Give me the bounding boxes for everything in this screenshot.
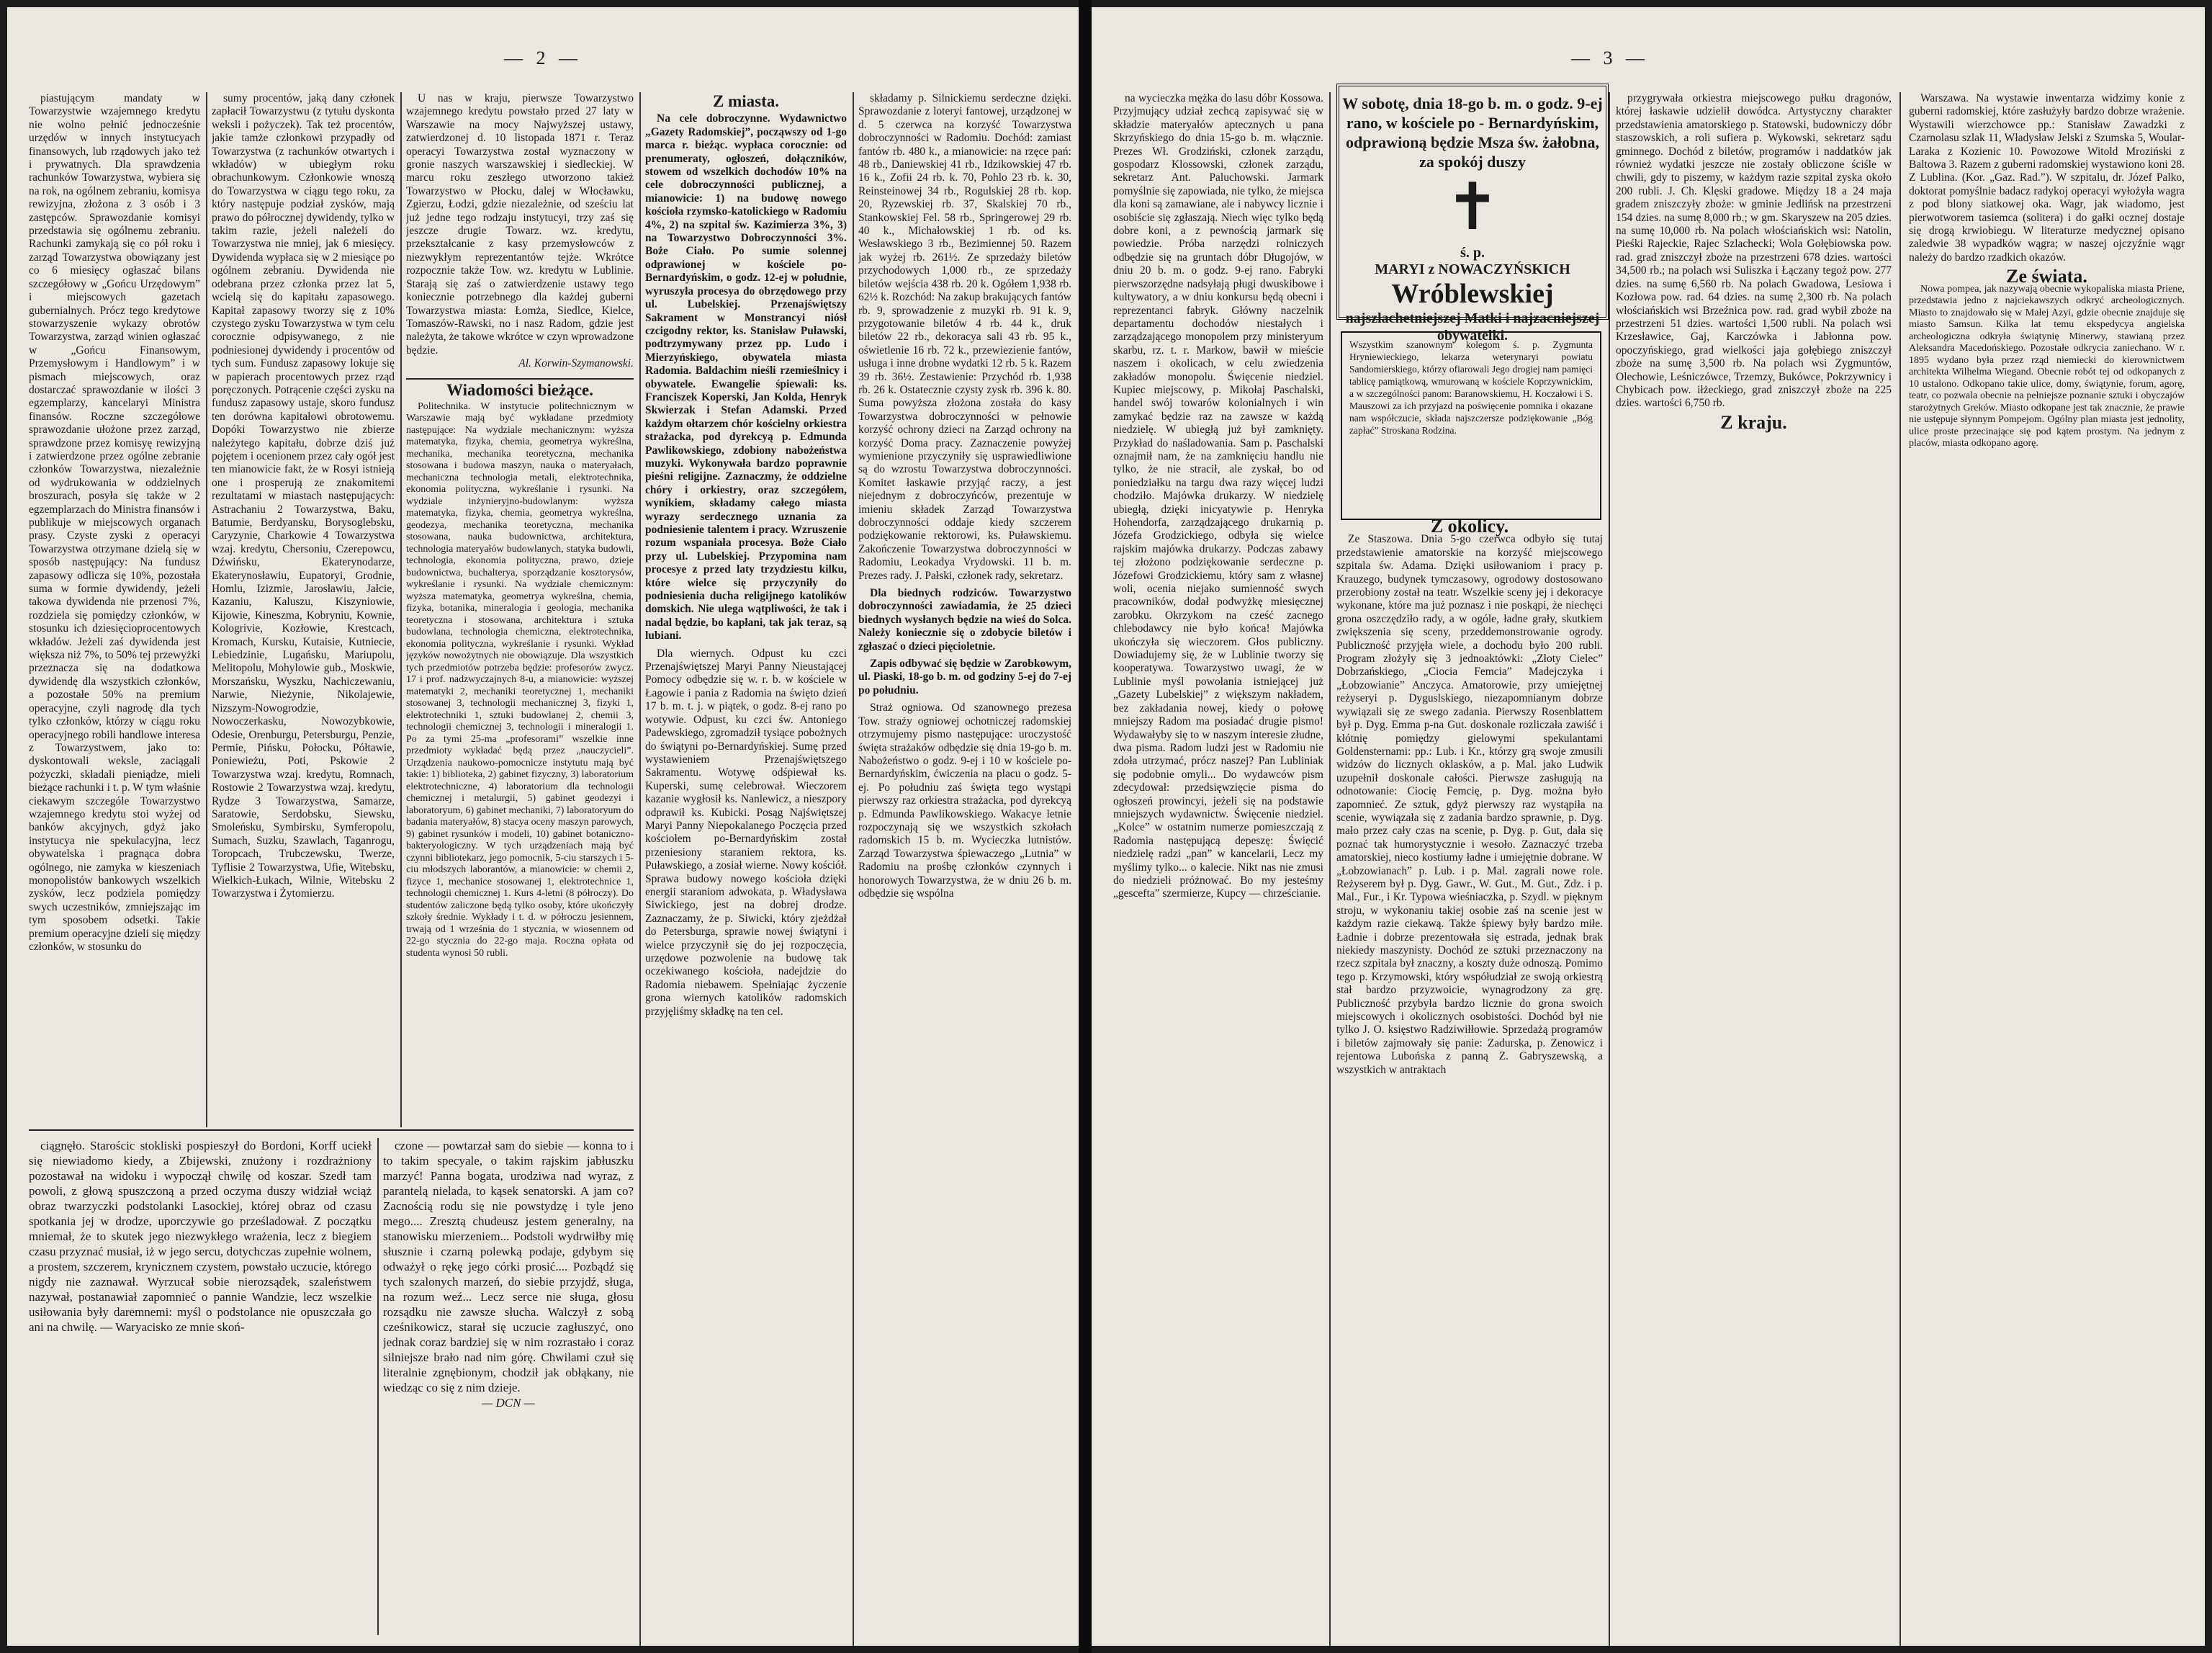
article-text: sumy procentów, jaką dany członek zapłacił Towarzystwu (z tytułu dyskonta weksli i pożyczek). Tak też procentów, jakie tamże członkowi przypadły od Towarzystwa (z rachunków otwartych i wkładów) w ubiegłym roku obrachunkowym. Członkowie wnoszą do Towarzystwa w ciągu tego roku, za który następuje podział zysków, mają prawo do półrocznej dywidendy, tylko w takim razie, jeżeli należeli do Towarzystwa nie mniej, jak 6 miesięcy. Dywidenda wypłaca się w 2 miesiące po ogólnem zebraniu. Dywidenda nie odebrana przez członka przez lat 5, wcielą się do kapitału zapasowego. Kapitał zapasowy tworzy się z 10% czystego zysku Towarzystwa w tym celu corocznie odpisywanego, z nie podniesionej dywidendy i procentów od tych sum. Fundusz zapasowy lokuje się w papierach procentowych przez rząd poręczonych. Potrącenie części zysku na fundusz zapasowy ustaje, skoro fundusz ten dorówna kapitałowi obrotowemu. Dopóki Towarzystwo nie zbierze należytego kapitału, dobrze dziś już pojętem i ocenionem przez cały ogół jest ten mianowicie fakt, że w Rosyi istnieją one i prosperują ze znakomitemi rezultatami w miastach następujących: Astrachaniu 2 Towarzystwa, Baku, Batumie, Berdyansku, Borysoglebsku, Caryzynie, Charkowie 4 Towarzystwa wzaj. kredytu, Chersoniu, Czerepowcu, Dźwińsku, Ekaterynodarze, Ekaterynosławiu, Eupatoryi, Grodnie, Homlu, Izizmie, Jarosławiu, Jałcie, Kazaniu, Kaluszu, Kiszyniowie, Kijowie, Kineszma, Kobryniu, Kownie, Kologrivie, Kozłowie, Krestcach, Kromach, Kursku, Kutaisie, Kutniecie, Lebiedzinie, Lugańsku, Mariupolu, Melitopolu, Mohylowie gub., Moskwie, Morszańsku, Wyszku, Nachiczewaniu, Narwie, Nieżynie, Nikolajewie, Nizszym-Nowogrodzie, Nowoczerkasku, Nowozybkowie, Odesie, Orenburgu, Petersburgu, Penzie, Permie, Pińsku, Połocku, Półtawie, Poniewieżu, Poti, Pskowie 2 Towarzystwa wzaj. kredytu, Romnach, Rostowie 2 Towarzystwa wzaj. kredytu, Rydze 3 Towarzystwa, Samarze, Saratowie, Serdobsku, Siewsku, Smoleńsku, Symbirsku, Symferopolu, Sumach, Suzku, Szawlach, Taganrogu, Toropcach, Trubczewsku, Twerze, Tyflisie 2 Towarzystwa, Ufie, Witebsku, Wielkich-Łukach, Wilnie, Witebsku 2 Towarzystwa i Żytomierzu. (212, 92, 395, 900)
right-page (1092, 7, 2205, 1646)
thanks-notice (1341, 331, 1601, 520)
article-text: Politechnika. W instytucie politechnicznym w Warszawie mają być wykładane przedmioty następujące: Na wydziale mechanicznym: wyższa matematyka, fizyka, chemia, geometrya wykreślna, mechanika, mechanika teoretyczna, mechanika stosowana i budowa maszyn, nauka o materyałach, mechaniczna technologia metali, elektrotechnika, ekonomia polityczna, wykreślanie i rysunki. Na wydziale inżynieryjno-budowlanym: wyższa matematyka, fizyka, chemia, geometrya wykreślna, geodezya, mechanika teoretyczna, mechanika stosowana, nauka budownictwa, architektura, technologia materyałów budowlanych, statyka budowli, technologia, ekonomia polityczna, prawo, dzieje budownictwa, buchalterya, sporządzanie kosztorysów, wykreślanie i rysunki. Na wydziale chemicznym: wyższa matematyka, geometrya wykreślna, chemia, fizyka, botanika, mineralogia i geologia, mechanika teoretyczna i stosowana, architektura i sztuka budowlana, technologia chemiczna, elektrotechnika, ekonomia polityczna, wykreślanie i rysunki. Wykład języków nowożytnych nie obowiązuje. Dla wszystkich tych przedmiotów potrzeba będzie: profesorów zwycz. 17 i prof. nadzwyczajnych 8-u, a mianowicie: wyższej matematyki 2, mechaniki teoretycznej 1, mechaniki stosowanej 3, technologii mechanicznej 3, fizyki 1, elektrotechniki 1, sztuki budowlanej 2, chemii 3, technologii chemicznej 3, technologii i mineralogii 1. Po za tymi 25-ma „profesorami” wszelkie inne przedmioty wykładać będą przez „nauczycieli”. Urządzenia naukowo-pomocnicze instytutu mają być takie: 1) biblioteka, 2) gabinet fizyczny, 3) laboratorium elektrotechniczne, 4) laboratorium dla technologii chemicznej i metalurgii, 5) gabinet geodezyi i laboratoryum, 6) gabinet mechaniki, 7) laboratoryum do badania materyałów, 8) stacya oceny maszyn parowych, 9) gabinet rysunków i modeli, 10) gabinet botaniczno-bakteryologiczny. W tych urządzeniach mają być czynni bibliotekarz, jego pomocnik, 5-ciu starszych i 5-ciu młodszych laborantów, a mianowicie: w chemii 2, fizyce 1, mechanice stosowanej 1, elektrotechnice 1, technologii chemicznej 1. Kurs 4-letni (8 półroczy). Do studentów zaliczone będą tylko osoby, które ukończyły szkoły średnie. Wykłady i t. d. w półroczu jesiennem, trwają od 1 września do 1 stycznia, w wiosennem od 22-go stycznia do 22-go maja. Roczna opłata od studenta wynosi 50 rubli. (406, 400, 634, 959)
feuilleton-text: czone — powtarzał sam do siebie — konna to i to takim specyale, o takim rajskim jabłuszku marzyć! Panna bogata, urodziwa nad wyraz, z parantelą nielada, to kąsek senatorski. A jam co? Zacnością rodu się nie powstydzę i tyle jeno mego.... Zresztą chudeusz jestem generalny, na stanowisku mierzeniem... Podstoli wydrwiłby mię słusznie i czarną polewką podaje, gdybym się odważył o rękę jego córki prosić.... Pozbądź się tych szalonych marzeń, do siebie przyjdź, sługa, na rozum weź... Lecz serce nie sługa, głosu rozsądku nie zawsze słucha. Walczył z sobą cześnikowicz, starał się uczucie zagłuszyć, ono jednak coraz bardziej się w nim rozrastało i coraz silniejsze brało nad nim górę. Chwilami czuł się literalnie zgnębionym, chodził jak obłąkany, nie wiedząc co się z nim dzieje. (383, 1139, 634, 1394)
article-text: Dla wiernych. Odpust ku czci Przenajświętszej Maryi Panny Nieustającej Pomocy odbędzie się w. r. b. w kościele w Łagowie i pania z Radomia na święto dzień 17 b. m. t. j. w piątek, o godz. 8-ej rano po wotywie. Odpust, ku czci św. Antoniego Padewskiego, zgromadził tysiące pobożnych do świątyni po-Bernardyńskiej. Sumę przed wystawieniem Przenajświętszego Sakramentu. Wotywę odśpiewał ks. Kuperski, sumę celebrował. Wieczorem kazanie wygłosił ks. Nanlewicz, a nieszpory odprawił ks. Kubicki. Posąg Najświętszej Maryi Panny Niepokalanego Poczęcia przed kościołem po-Bernardyńskim został przeniesiony staraniem rektora, ks. Puławskiego, a zosiał wierne. Nowy kościół. Sprawa budowy nowego kościoła dzięki energii staraniom adwokata, p. Władysława Siwickiego, jest na dobrej drodze. Zaznaczamy, że p. Siwicki, który zjeżdżał do Petersburga, sprawie nowej świątyni i wielce przyczynił się do jej rozpoczęcia, urzędowe pozwolenie na budowę tak oczekiwanego kościoła, nadejdzie do Radomia niebawem. Spełniając życzenie grona wiernych katolików radomskich przyjęliśmy składkę na ten cel. (645, 647, 847, 1018)
left-column-4 (645, 92, 847, 1646)
article-text: przygrywała orkiestra miejscowego pułku dragonów, której łaskawie udzielił dowódca. Artystyczny charakter przedstawienia amatorskiego p. Statowski, budowniczy dóbr staszowskich, a roli sufiera p. Wykowski, sekretarz sądu gminnego. Dochód z biletów, programów i naddatków jak również wydatki jeszcze nie zostały obliczone ściśle w chwili, gdy to piszemy, w każdym razie szpital zyska około 200 rubli. J. Ch. Klęski gradowe. Między 18 a 24 maja gradem zniszczyły zboże: w gminie Jedlińsk na przestrzeni 154 dzies. na sumę 8,000 rb.; w gm. Skaryszew na 205 dzies. na sumę 10,000 rb. Na polach włościańskich wsi: Natolin, Pieśki Rajeckie, Rajec Szlachecki; Wola Gołębiowska pow. rad. grad zniszczył zboże na przestrzeni 678 dzies. wartości 34,500 rb.; na polach wsi Suliszka i Łączany tegoż pow. 277 dzies. na sumę 6,560 rb. Na polach Gwadowa, Lesiowa i Kozłowa pow. rad. 64 dzies. na sumę 2,300 rb. Na polach włościańskich wsi Brzeźnica pow. rad. grad wybił zboże na przestrzeni 51 dzies. wartości 1,500 rubli. Na polach wsi Krzesławice, Gaj, Karczówka i Jabłonna pow. opoczyńskiego, grad wielkości jaja gołębiego zniszczył zboże na sumę 3,500 rb. Na polach wsi Zygmuntów, Olechowie, Leśniczówce, Trzemzy, Bukówce, Pokrzywnicy i Chybicach pow. iłżeckiego, grad zniszczył zboże na 225 dzies. wartości 6,750 rb. (1616, 92, 1892, 410)
article-text: składamy p. Silnickiemu serdeczne dzięki. Sprawozdanie z loteryi fantowej, urządzonej w d. 5 czerwca na korzyść Towarzystwa dobroczynności w Radomiu. Dochód: zamiast fantów rb. 480 k., a mianowicie: na rzęce pań: 48 rb., Daniewskiej 41 rb., Idzikowskiej 47 rb. 16 k., Zofii 24 rb. k. 70, Pohlo 23 rb. k. 30, Reinsteinowej 34 rb., Rogulskiej 28 rb. kop. 20, Ryzewskiej rb. 37, Skalskiej 70 rb., Stankowskiej Fel. 58 rb., Springerowej 29 rb. 40 k., Michałowskiej 1 rb. od ks. Wesławskiego 3 rb., Bezimiennej 50. Razem jak wyżej rb. 261½. Ze sprzedaży biletów przychodowych 1,000 rb., ze sprzedaży biletów wejścia 438 rb. 20 k. Ogółem 1,938 rb. 62½ k. Rozchód: Na zakup brakujących fantów rb. 9, sprowadzenie z muzyki rb. 91 k. 9, przygotowanie biletów 4 rb. 44 k., druk biletów 22 rb., dekoracya sali 43 rb. 95 k., oświetlenie 16 rb. 72 k., przewiezienie fantów, usługa i inne drobne wydatki 12 rb. 5 k. Razem 39 rb. 36½. Zestawienie: Przychód rb. 1,938 rb. 26 k. Ostatecznie czysty zysk rb. 396 k. 80. Suma powyższa złożona została do kasy Towarzystwa dobroczynności w pełnowie korzyść ochrony dzieci na Zarząd ochrony na korzyść Doma pracy. Zaznaczenie powyżej wymienione przyczyniły się usprawiedliwione są do wzrostu Towarzystwa dobroczynności. Komitet łaskawie przyjąć raczy, a jest niejednym z dobroczyńców, prezentuje w imieniu składek Zarząd Towarzystwa dobroczynności oddaje kiedy szczerem podziękowanie rektorowi, ks. Puławskiemu. Zakończenie Towarzystwa dobroczynności w Radomiu, Leokadya Vrydowski. 11 b. m. Prezes rady. J. Pałski, członek rady, sekretarz. (858, 92, 1071, 582)
feuilleton-column-2 (383, 1138, 634, 1635)
feuilleton-signature: — DCN — (482, 1396, 535, 1410)
left-column-5 (858, 92, 1071, 1646)
left-column-3 (406, 92, 634, 1127)
column-divider (853, 92, 854, 1646)
column-divider (1609, 92, 1610, 1646)
feuilleton-rule (29, 1129, 634, 1131)
binding-gutter (1079, 0, 1092, 1653)
article-text: U nas w kraju, pierwsze Towarzystwo wzajemnego kredytu powstało przed 27 laty w Warszawie na mocy Najwyższej ustawy, zatwierdzonej d. 10 listopada 1871 r. Teraz operacyi Towarzystwa został wyznaczony w gronie naszych warszawskiej i siedleckiej. W marcu roku zeszłego utworzono takież Towarzystwo w Płocku, dalej w Włocławku, Zgierzu, Łodzi, gdzie niezależnie, od sześciu lat już jedne tego rodzaju instytucyi, trzy zaś się jeszcze drugie Towarz. wz. kredytu, przekształcanie z kasy przemysłowców z niezwykłym reprezentantów tejże. Wkrótce rozpocznie także Tow. wz. kredytu w Lublinie. Starają się zaś o zatwierdzenie ustawy tego koniecznie potrzebnego dla każdej guberni Towarzystwa miasta: Łomża, Siedlce, Kielce, Tomaszów-Rawski, no i nasz Radom, gdzie jest należyta, że takowe wkrótce w czyn wprowadzone będzie. (406, 92, 634, 357)
obituary-name-line1: MARYI z NOWACZYŃSKICH (1375, 261, 1570, 277)
left-column-1 (29, 92, 200, 1127)
feuilleton-column-1 (29, 1138, 372, 1635)
section-title-z-okolicy: Z okolicy. (1430, 520, 1509, 537)
article-text: Dla biednych rodziców. Towarzystwo dobroczynności zawiadamia, że 25 dzieci biednych wysłanych będzie na wieś do Solca. Należy koniecznie się o zdobycie biletów i zgłaszać o dzieci pięcioletnie. (858, 587, 1071, 653)
obituary-notice (1336, 84, 1609, 344)
article-text: Na cele dobroczynne. Wydawnictwo „Gazety Radomskiej”, począwszy od 1-go marca r. bieżąc. wypłaca corocznie: od prenumeraty, ogłoszeń, dołączników, stowem od wszelkich dochodów 10% na cele dobroczynności publicznej, a mianowicie: 1) na budowę nowego kościoła rzymsko-katolickiego w Radomiu 4%, 2) na szpital św. Kazimierza 3%, 3) na Towarzystwo Dobroczynności 3%. Boże Ciało. Po sumie solennej odprawionej w kościele po-Bernardyńskim, o godz. 12-ej w południe, wyruszyła procesya do obrzędowego przy ul. Lubelskiej. Przenajświętszy Sakrament w Monstrancyi niósł czcigodny rektor, ks. Stanisław Puławski, podtrzymywany przez pp. Ludo i Mierzyńskiego, obywatela miasta Radomia. Baldachim nieśli rzemieślnicy i obywatele. Ewangelie śpiewali: ks. Franciszek Koperski, Jan Kolda, Henryk Skwierzak i Stefan Adamski. Przed każdym ołtarzem chór kościelny orkiestra strażacka, pod dyrekcyą p. Edmunda Pawlikowskiego, zdobiony nabożeństwa muzyki. Wykonywała bardzo poprawnie pieśni religijne. Zaznaczmy, że oddzielne chóry i orkiestry, oraz szczegółem, wynikiem, składamy całego miasta wyrazy serdecznego uznania za podniesienie talentem i pracy. Wzruszenie rozum wspaniała procesya. Boże Ciało przy ul. Lubelskiej. Przypomina nam procesye z przed laty trzydziestu kilku, które wielce się przyczyniły do podniesienia ducha religijnego katolików domskich. Nie ulega wątpliwości, że tak i nadal będzie, bo kapłani, tak jak teraz, są lubiani. (645, 112, 847, 642)
section-rule (406, 378, 634, 380)
column-divider (206, 92, 207, 1127)
left-column-2 (212, 92, 395, 1127)
section-title-ze-swiata: Ze świata. (2006, 266, 2087, 287)
cross-icon: ✝ (1445, 172, 1500, 243)
right-column-2 (1336, 520, 1603, 1646)
article-text: Nowa pompea, jak nazywają obecnie wykopaliska miasta Priene, przedstawia jedno z najciekawszych odkryć archeologicznych. Miasto to znajdowało się w Małej Azyi, gdzie obecnie znajduje się miasto Samsun. Kilka lat temu ekspedycya angielska archeologiczna odkryła świątynię Minerwy, stawianą przez Aleksandra Macedońskiego. Pozostałe odkrycia zaniechano. W r. 1895 wydano była przez rząd niemiecki do kierownictwem architekta Wilhelma Wiegand. Obecnie robót tej od odkopanych z 10 ustalono. Odkopano takie ulice, domy, świątynie, forum, agorę, teatr, co pozwala obecnie na pełniejsze poznanie sztuki i obyczajów starożytnych Greków. Miasto odkopane jest tak znacznie, że prawie nie ustępuje słynnym Pompejom. Ogólny plan miasta jest jednolity, ulice proste przecinające się pod kątem prostym. Na jednym z placów, miasta odkopano agorę. (1909, 283, 2185, 449)
obituary-tribute: najszlachetniejszej Matki i najzacniejszej obywatelki. (1345, 310, 1600, 344)
column-divider (377, 1138, 379, 1635)
right-column-3 (1616, 92, 2185, 1646)
article-text: piastującym mandaty w Towarzystwie wzajemnego kredytu nie wolno pełnić jednocześnie urzędów w innych instytucyach finansowych, lub rządowych jako też i prywatnych. Dla sprawdzenia rachunków Towarzystwa, wybiera się na rok, na ogólnem zebraniu, komisya rewizyjna, złożona z 3 osób i 3 zastępców. Sprawozdanie komisyi przedstawia się ogólnemu zebraniu. Rachunki zamykają się co pół roku i zarząd Towarzystwa obowiązany jest co 6 miesięcy ogłaszać bilans szczegółowy w „Gońcu Urzędowym” i miejscowych gazetach gubernialnych. Prócz tego kredytowe stowarzyszenie wykazy obrotów Towarzystwa, zarząd winien ogłaszać w „Gońcu Finansowym, Przemysłowym i Handlowym” i w pismach miejscowych, oraz dostarczać sprawozdanie w ilości 3 egzemplarzy, kancelaryi Ministra finansów. Roczne szczegółowe sprawozdanie ułożone przez zarząd, sprawdzone przez komisyę rewizyjną i zatwierdzone przez ogólne zebranie członków Towarzystwa, niezależnie od wydrukowania w oddzielnych broszurach, posyła się także w 2 egzemplarzach do Ministra finansów i publikuje w miejscowych organach prasy. Czyste zyski z operacyi Towarzystwa otrzymane dzielą się w sposób następujący: Na fundusz zapasowy odlicza się 10%, pozostała suma w formie dywidendy, jeżeli takowa dywidenda nie przenosi 7%, rozdziela się pomiędzy członków, w stosunku ich dziesięcioprocentowych wkładów. Jeżeli zaś dywidenda jest większa niż 7%, to 50% tej przewyżki przeznacza się na dodatkowa dywidendę dla wszystkich członków, a pozostałe 50% na premium operacyjne, czyli nagrodę dla tych tylko członków, którzy w ciągu roku operacyjnego robili handlowe interesa z Towarzystwem, jako to: dyskontowali weksle, zaciągali pożyczki, składali pieniądze, mieli bieżące rachunki i t. p. W tym właśnie ciekawym szczególe Towarzystwo wzajemnego kredytu stoi wyżej od banków akcyjnych, gdyż jako instytucya nie spekulacyjna, lecz obywatelska i pragnąca dobra ogólnego, nie zamyka w kieszeniach monopolistów bankowych wszelkich zysków, lecz podziela pomiędzy swych uczestników, zmniejszając im tym sposobem odsetki. Takie premium operacyjne dzieli się między członków, w stosunku do (29, 92, 200, 953)
article-text: na wycieczka mężka do lasu dóbr Kossowa. Przyjmujący udział zechcą zapisywać się w składzie materyałów aptecznych u pana Skrzyńskiego do dnia 15-go b. m. włącznie. Prezes Wł. Grodziński, członek zarządu, gospodarz Klossowski, członek zarządu, sekretarz Ant. Paluchowski. Jarmark pomyślnie się zapowiada, nie tylko, że miejsca dla koni są zamawiane, ale i nabywcy licznie i osobiście się zgłaszają. Niech więc tylko będą dobre koni, a z pewnością jarmark się powiedzie. Próba narzędzi rolniczych odbędzie się na gruntach dóbr Długojów, w dniu 20 b. m. o godz. 9-ej rano. Fabryki pierwszorzędne nadsyłają pługi dwuskibowe i kultywatory, a w dniu konkursu będą obecni i reprezentanci fabryk. Główny naczelnik departamentu dochodów niestałych i zarządzającego monopolem przy ministeryum skarbu, rz. t. r. Markow, bawił w mieście naszem i okolicach, w celu zwiedzenia zakładów monopolu. Święcenie niedziel. Kupiec miejscowy, p. Mikołaj Paschalski, handel swój towarów kolonialnych i win zamykać będzie raz na zawsze w każdą niedzielę. W ubiegłą już był zamknięty. Przykład do naśladowania. Sam p. Paschalski oznajmił nam, że na zamknięciu handlu nie tylko, że nie stracił, ale zyskał, bo od poniedziałku na targu dwa razy więcej ludzi chodziło. Majówka drukarzy. W niedzielę ubiegłą, dzięki inicyatywie p. Henryka Hohendorfa, zarządzającego drukarnią p. Józefa Grodzickiego, odbyła się wielce rajskim majówka drukarzy. Podczas zabawy tej złożono podziękowanie serdeczne p. Józefowi Grodzickiemu, który sam z własnej woli, ocenia niejako sumienność swych pracowników, dodał podwyżkę miesięcznej zarobku. Okrzykom na cześć zacnego chlebodawcy nie było końca! Majówka ukończyła się wieczorem. Głos publiczny. Dowiadujemy się, że w Lublinie tworzy się kooperatywa. Towarzystwo uwagi, że w Lublinie myśl powołania istniejącej już „Gazety Lubelskiej” z większym nakładem, bez zakładania nowej, kiedy o połowę mniejszy Radom ma posiadać drugie pismo! Wydawałyby się to w naszym interesie złudne, dwa pisma. Radom ludzi jest w Radomiu nie zdoła utrzymać, prócz naszej? Pan Lubliniak się podobnie omyli... Do wydawców pism zdecydował: przedsięwzięcie pisma do ogłoszeń prowincyi, jeżeli się na podstawie mniejszych wydawnictw. Święcenie niedziel. „Kolce” w ostatnim numerze pomieszczają z Radomia następującą depeszę: Święcić niedzielę radzi „pan” w kancelarii, Lecz my myślimy tylko... o kalecie. Nikt nas nie zmusi do niedzieli próżnować. Bo my jesteśmy „gescefta” szermierze, Kupcy — chrześcianie. (1113, 92, 1323, 900)
article-text: Straż ogniowa. Od szanownego prezesa Tow. straży ogniowej ochotniczej radomskiej otrzymujemy pismo następujące: uroczystość święta strażaków odbędzie się dnia 19-go b. m. Nabożeństwo o godz. 9-ej i 10 w kościele po-Bernardyńskim, ćwiczenia na placu o godz. 5-ej. Po południu zaś święta tego wystąpi pierwszy raz orkiestra strażacka, pod dyrekcyą p. Edmunda Pawlikowskiego. Wakacye letnie rozpoczynają się we wszystkich szkołach radomskich 15 b. m. Wycieczka lutnistów. Zarząd Towarzystwa śpiewaczego „Lutnia” w Radomiu na prośbę członków czynnych i honorowych Towarzystwa, że w dniu 26 b. m. odbędzie się wspólna (858, 702, 1071, 900)
left-page (7, 7, 1079, 1646)
article-signature: Al. Korwin-Szymanowski. (518, 357, 634, 370)
column-divider (400, 92, 402, 1127)
obituary-surname: Wróblewskiej (1391, 279, 1554, 309)
obituary-announcement: W sobotę, dnia 18-go b. m. o godz. 9-ej rano, w kościele po - Bernardyńskim, odprawioną będzie Msza św. żałobna, za spokój duszy (1342, 94, 1603, 171)
column-divider (1329, 92, 1331, 1646)
section-title-z-kraju: Z kraju. (1720, 411, 1787, 433)
thanks-text: Wszystkim szanownym kolegom ś. p. Zygmunta Hryniewieckiego, lekarza weterynaryi powiatu Sandomierskiego, którzy ofiarowali Jego drogiej nam pamięci tablicę pamiątkową, wmurowaną w kościele Koprzywnickim, a w szczególności panom: Baranowskiemu, H. Koczałowi i S. Mauszowi za ich przyjazd na poświęcenie pomnika i okazane nam współczucie, składa najszczersze podziękowanie „Bóg zapłać” Stroskana Rodzina. (1349, 339, 1593, 436)
article-text: Warszawa. Na wystawie inwentarza widzimy konie z guberni radomskiej, które zasłużyły bardzo dobrze wrażenie. Wystawili wierzchowce pp.: Stanisław Zawadzki z Czarnolasu szlak 11, Władysław Jelski z Szumska 5, Woular-Laraka z Kozienic 10. Powozowe Witold Mroziński z Baltowa 3. Razem z guberni radomskiej wystawiono koni 28. Z Lublina. (Kor. „Gaz. Rad.”). W szpitalu, dr. Józef Palko, doktorat pomyślnie badacz radykoj operacyi wyłożyła wagra z pod blony siatkowej oka. Wagr, jak wiadomo, jest pierwotworem tasiemca (solitera) i do gałki ocznej dostaje się drogą krwiobiegu. W literaturze medycznej opisano zaledwie 38 wypadków wągra; w naszej ojczyźnie wągr należy do bardzo rzadkich okazów. (1909, 92, 2185, 264)
page-number-right: — 3 — (1571, 48, 1649, 68)
article-text: Ze Staszowa. Dnia 5-go czerwca odbyło się tutaj przedstawienie amatorskie na korzyść miejscowego szpitala św. Adama. Dzięki usiłowaniom i pracy p. Krauzego, budynek tymczasowy, ogrodowy dostosowano przerobiony został na teatr. Wszelkie sceny jej i dekoracye wykonane, które ma już poznasz i nie poskąpi, że niechęci grona oszczędziło rady, a w ogóle, ładne grały, skutkiem zwiększenia się sceny, przeddemonstrowanie ogrody. Publiczność przyjęła wiele, a dochodu było 200 rubli. Program złożyły się 3 jednoaktówki: „Złoty Cielec” Dobrzańskiego, „Ciocia Femcia” Madejczyka i „Łobzowianie” Anczyca. Amatorowie, przy umiejętnej reżyseryi p. Dyguslskiego, niezapomnianym dobrze wywiązali się ze swego zadania. Pierwszy Rosenblattem był p. Dyg. Emma p-na Gut. doskonale rozliczała zawiść i kłótnię pomiędzy gielowymi spekulantami Goldensternami: pp.: Lub. i Kr., którzy grą swoje zmusili widzów do licznych oklasków, a p. Mal. jako Ludwik uzupełnił doskonale całości. Pierwsze zasługują na odnotowanie: Ciocię Femcię, p. Dyg. można było zapomnieć. Ze sztuk, gdyż pierwszy raz wystąpiła na scenie, wywiązała się z zadania bardzo sprawnie, p. Dyg. mało przez cały czas na scenie, p. Dyg. p. Gut, dała się poznać tak humorystycznie i wesoło. Zaznaczyć trzeba amatorskiej, nieco kostiumy ładne i umiejętnie dobrane. W „Łobzowianach” p. Lub. i p. Mal. zagrali nowe role. Reżyserem był p. Dyg. Gawr., W. Gut., M. Gut., Zdz. i p. Mal., Fur., i Kr. Typowa wieśniaczka, p. Szydl. w pięknym stroju, w wykonaniu takiej osobie zaś na scenie jest w każdym razie ciekawą. Także śpiewy były bardzo miłe. Ładnie i dobrze prezentowała się estrada, jednak brak niekiedy maszynisty. Dochód ze sztuki przeznaczony na rzecz szpitala był znaczny, a koszty duże odnoszą. Pomimo tego p. Krzymowski, który współudział ze swoją orkiestrą stał bardzo przyzwoicie, wynagrodzony za grę. Publiczność przybyła bardzo licznie do grona swoich miejscowych i okolicznych osobistości. Dochód był nie tylko J. O. księstwo Radziwiłłowie. Sprzedażą programów i biletów zajmowały się panie: Zadurska, p. Zenowicz i rejentowa Lubońska z panną Z. Gabryszewską, a wszystkich w antraktach (1336, 533, 1603, 1076)
article-text: Zapis odbywać się będzie w Zarobkowym, ul. Piaski, 18-go b. m. od godziny 5-ej do 7-ej po południu. (858, 658, 1071, 696)
section-title-wiadomosci: Wiadomości bieżące. (446, 380, 593, 399)
feuilleton-text: ciągnęło. Starościc stokliski pospieszył do Bordoni, Korff uciekł się niewiadomo kiedy, a Zbijewski, znużony i rozdrażniony pozostawał na widoku i wypoczął chwilę od koszar. Szedł tam powoli, z głową spuszczoną a przed oczyma duszy widział wciąż obraz twarzyczki podstolanki Lasockiej, której obraz od czasu spotkania jej w drodze, uporczywie go prześladował. Z początku mniemał, że to skutek jego niezwykłego wrażenia, lecz z biegiem czasu przyznać musiał, iż w jego sercu, dotychczas zupełnie wolnem, a prostem, szczerem, krynicznem czystem, powstało uczucie, którego nigdy nie zaznawał. Wyrzucał sobie nierozsądek, szaleństwem nazywał, postanawiał zapomnieć o pannie Wandzie, lecz wszelkie usiłowania były daremnemi: myśl o podstolance nie opuszczała go ani na chwilę. — Waryacisko ze mnie skoń- (29, 1139, 372, 1334)
page-number-left: — 2 — (504, 48, 582, 68)
right-column-1 (1113, 92, 1323, 1646)
obituary-sp: ś. p. (1460, 245, 1485, 261)
column-divider (639, 92, 641, 1646)
section-title-z-miasta: Z miasta. (713, 92, 779, 110)
